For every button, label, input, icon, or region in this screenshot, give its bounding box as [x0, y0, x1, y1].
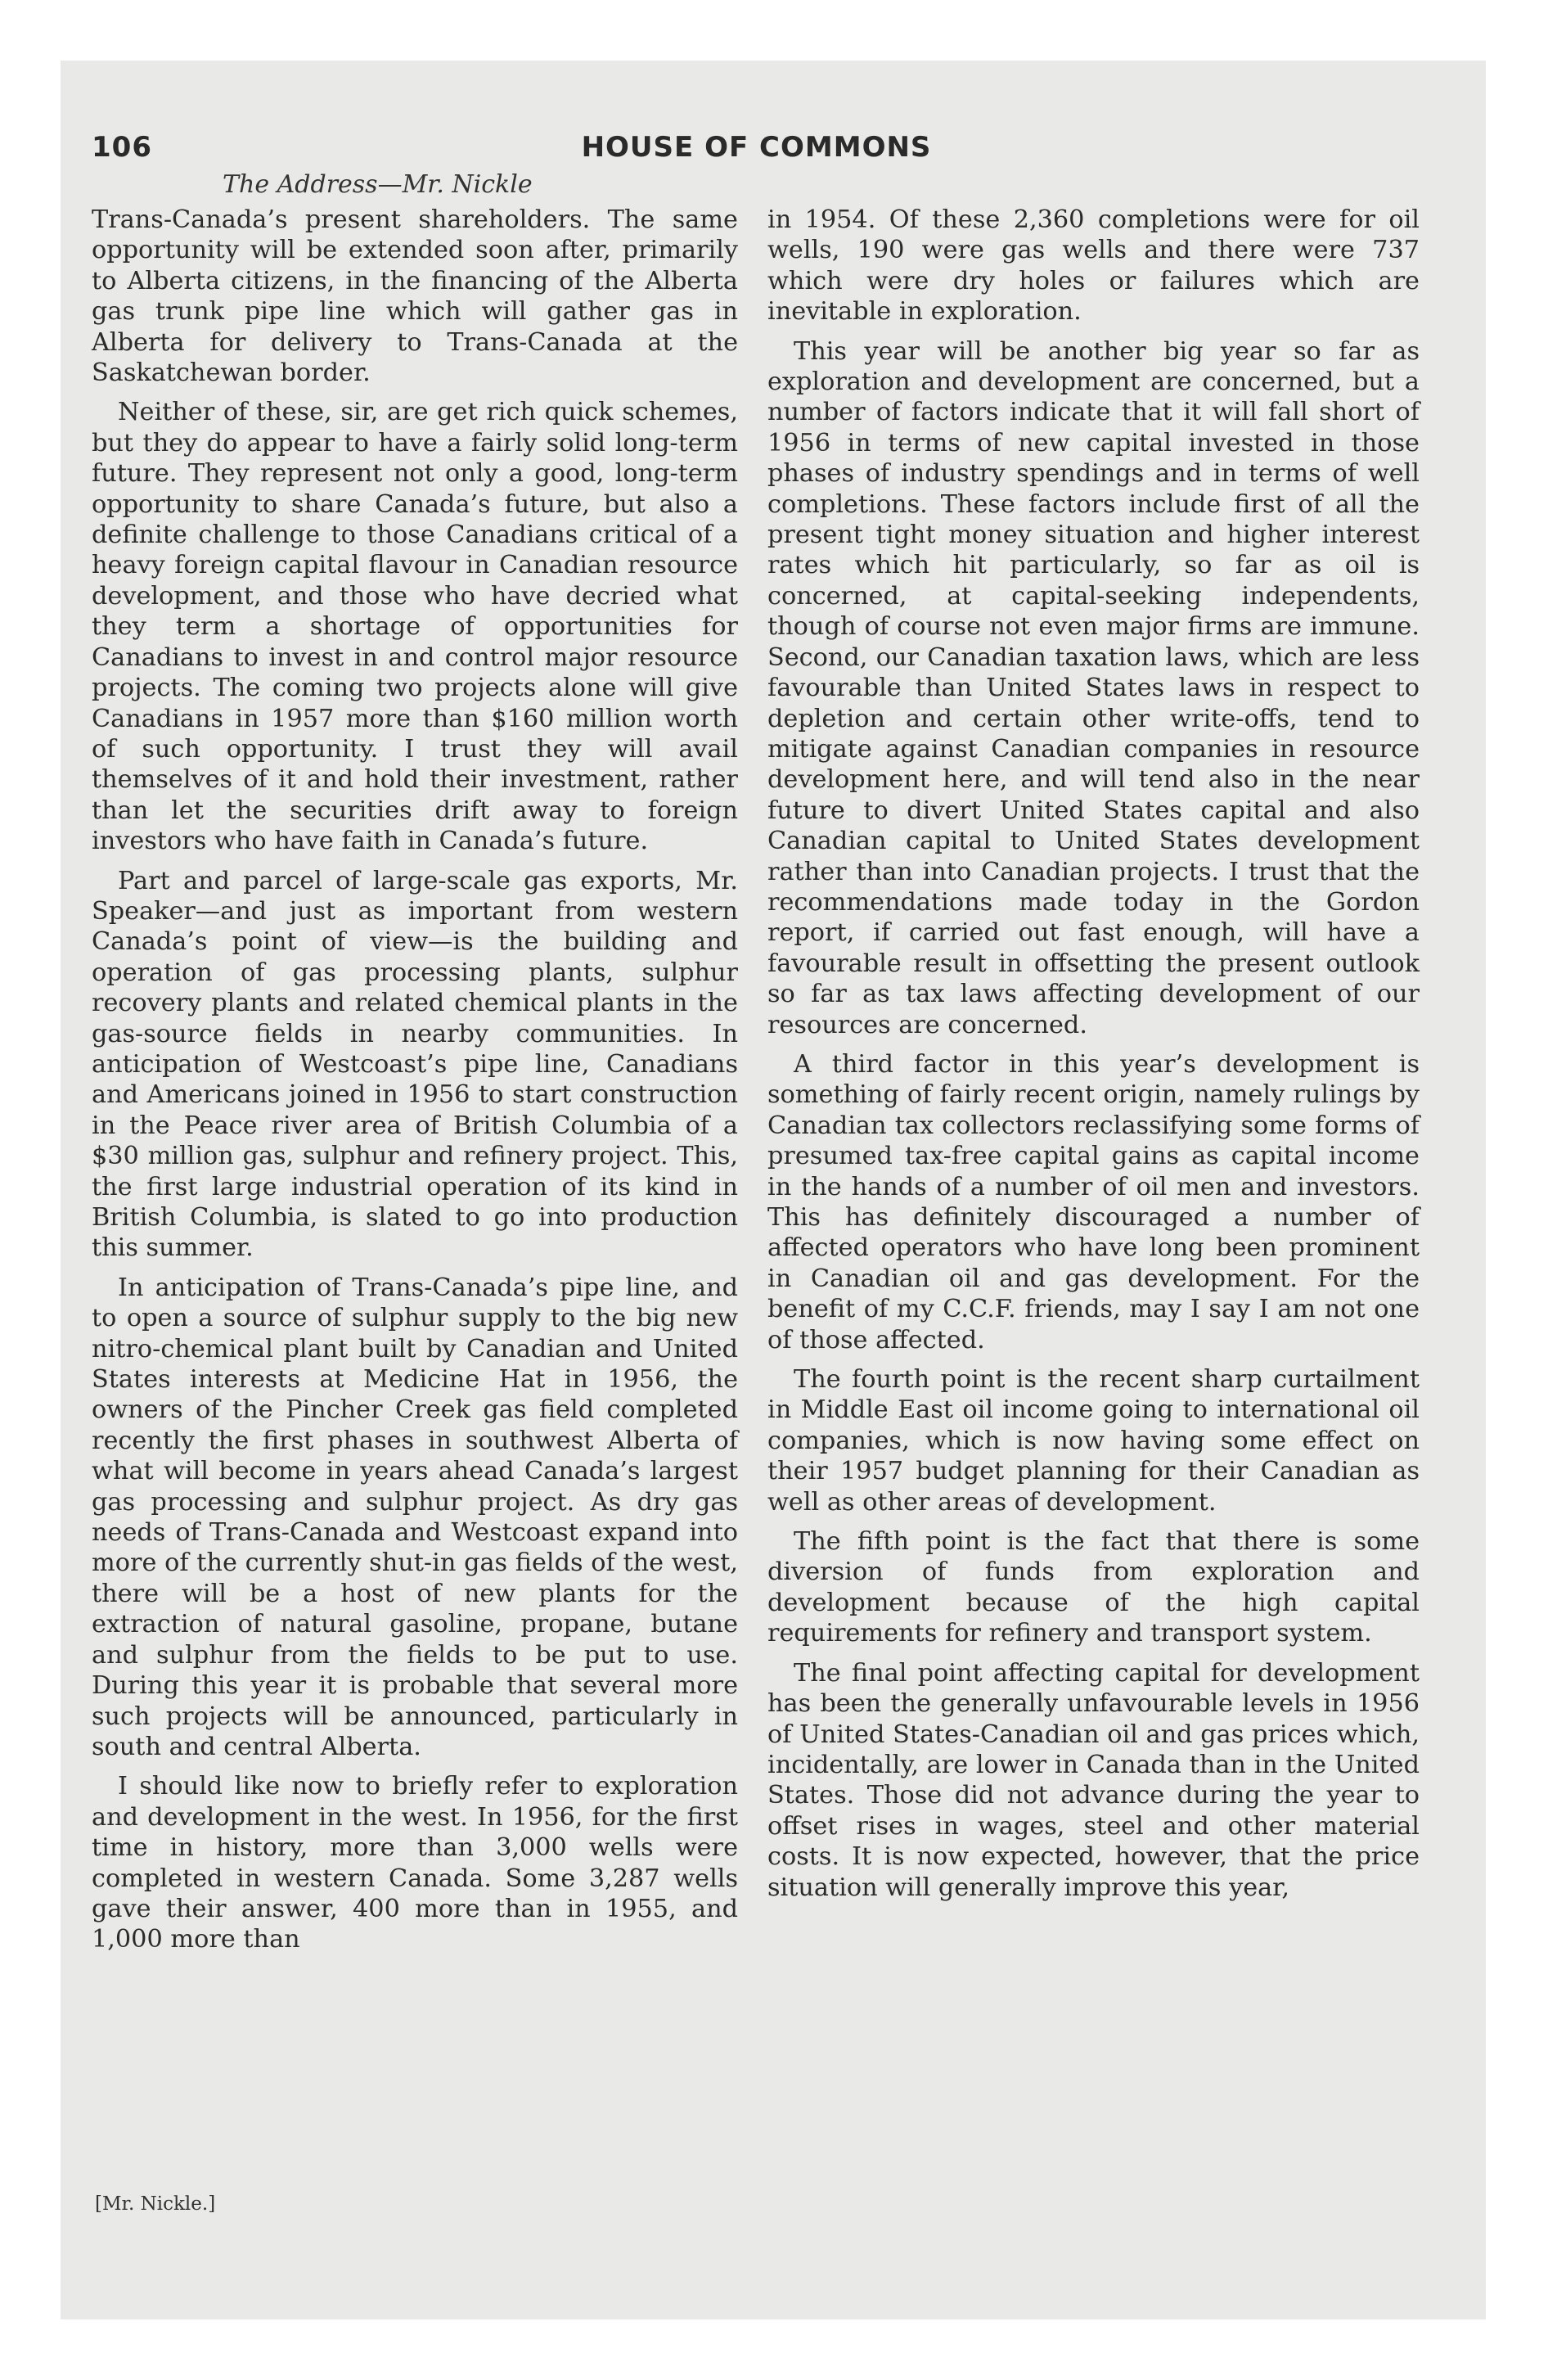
page-number: 106: [92, 131, 152, 164]
paragraph: The fifth point is the fact that there is some diversion of funds from exploration and development because of the high capital requirements for refinery and transport system.: [767, 1527, 1420, 1648]
paragraph: Trans-Canada’s present shareholders. The same opportunity will be extended soon after, primarily to Alberta citizens, in the financing of the Alberta gas trunk pipe line which will gather gas in Alberta for delivery to Trans-Canada at the Saskatchewan border.: [92, 205, 738, 388]
paragraph: I should like now to briefly refer to exploration and development in the west. In 1956, for the first time in history, more than 3,000 wells were completed in western Canada. Some 3,287 wells gave their answer, 400 more than in 1955, and 1,000 more than: [92, 1772, 738, 1954]
paragraph: The fourth point is the recent sharp curtailment in Middle East oil income going to international oil companies, which is now having some effect on their 1957 budget planning for their Canadian as well as other areas of development.: [767, 1365, 1420, 1517]
speaker-footnote: [Mr. Nickle.]: [95, 2193, 216, 2215]
running-head: HOUSE OF COMMONS: [581, 131, 932, 164]
paragraph: Part and parcel of large-scale gas exports, Mr. Speaker—and just as important from western Canada’s point of view—is the building and operation of gas processing plants, sulphur recovery plants and related chemical plants in the gas-source fields in nearby communities. In anticipation of Westcoast’s pipe line, Canadians and Americans joined in 1956 to start construction in the Peace river area of British Columbia of a $30 million gas, sulphur and refinery project. This, the first large industrial operation of its kind in British Columbia, is slated to go into production this summer.: [92, 866, 738, 1263]
section-subhead: The Address—Mr. Nickle: [223, 170, 533, 199]
paragraph: A third factor in this year’s development is something of fairly recent origin, namely rulings by Canadian tax collectors reclassifying some forms of presumed tax-free capital gains as capital income in the hands of a number of oil men and investors. This has definitely discouraged a number of affected operators who have long been prominent in Canadian oil and gas development. For the benefit of my C.C.F. friends, may I say I am not one of those affected.: [767, 1049, 1420, 1355]
paragraph: In anticipation of Trans-Canada’s pipe line, and to open a source of sulphur supply to the big new nitro-chemical plant built by Canadian and United States interests at Medicine Hat in 1956, the owners of the Pincher Creek gas field completed recently the first phases in southwest Alberta of what will become in years ahead Canada’s largest gas processing and sulphur project. As dry gas needs of Trans-Canada and Westcoast expand into more of the currently shut-in gas fields of the west, there will be a host of new plants for the extraction of natural gasoline, propane, butane and sulphur from the fields to be put to use. During this year it is probable that several more such projects will be announced, particularly in south and central Alberta.: [92, 1273, 738, 1761]
right-column: [767, 205, 1420, 1912]
paragraph: in 1954. Of these 2,360 completions were for oil wells, 190 were gas wells and there were 737 which were dry holes or failures which are inevitable in exploration.: [767, 205, 1420, 327]
paragraph: The final point affecting capital for development has been the generally unfavourable levels in 1956 of United States-Canadian oil and gas prices which, incidentally, are lower in Canada than in the United States. Those did not advance during the year to offset rises in wages, steel and other material costs. It is now expected, however, that the price situation will generally improve this year,: [767, 1658, 1420, 1902]
paragraph: This year will be another big year so far as exploration and development are concerned, but a number of factors indicate that it will fall short of 1956 in terms of new capital invested in those phases of industry spendings and in terms of well completions. These factors include first of all the present tight money situation and higher interest rates which hit particularly, so far as oil is concerned, at capital-seeking independents, though of course not even major firms are immune. Second, our Canadian taxation laws, which are less favourable than United States laws in respect to depletion and certain other write-offs, tend to mitigate against Canadian companies in resource development here, and will tend also in the near future to divert United States capital and also Canadian capital to United States development rather than into Canadian projects. I trust that the recommendations made today in the Gordon report, if carried out fast enough, will have a favourable result in offsetting the present outlook so far as tax laws affecting development of our resources are concerned.: [767, 336, 1420, 1039]
left-column: [92, 205, 738, 1964]
paragraph: Neither of these, sir, are get rich quick schemes, but they do appear to have a fairly solid long-term future. They represent not only a good, long-term opportunity to share Canada’s future, but also a definite challenge to those Canadians critical of a heavy foreign capital flavour in Canadian resource development, and those who have decried what they term a shortage of opportunities for Canadians to invest in and control major resource projects. The coming two projects alone will give Canadians in 1957 more than $160 million worth of such opportunity. I trust they will avail themselves of it and hold their investment, rather than let the securities drift away to foreign investors who have faith in Canada’s future.: [92, 398, 738, 856]
